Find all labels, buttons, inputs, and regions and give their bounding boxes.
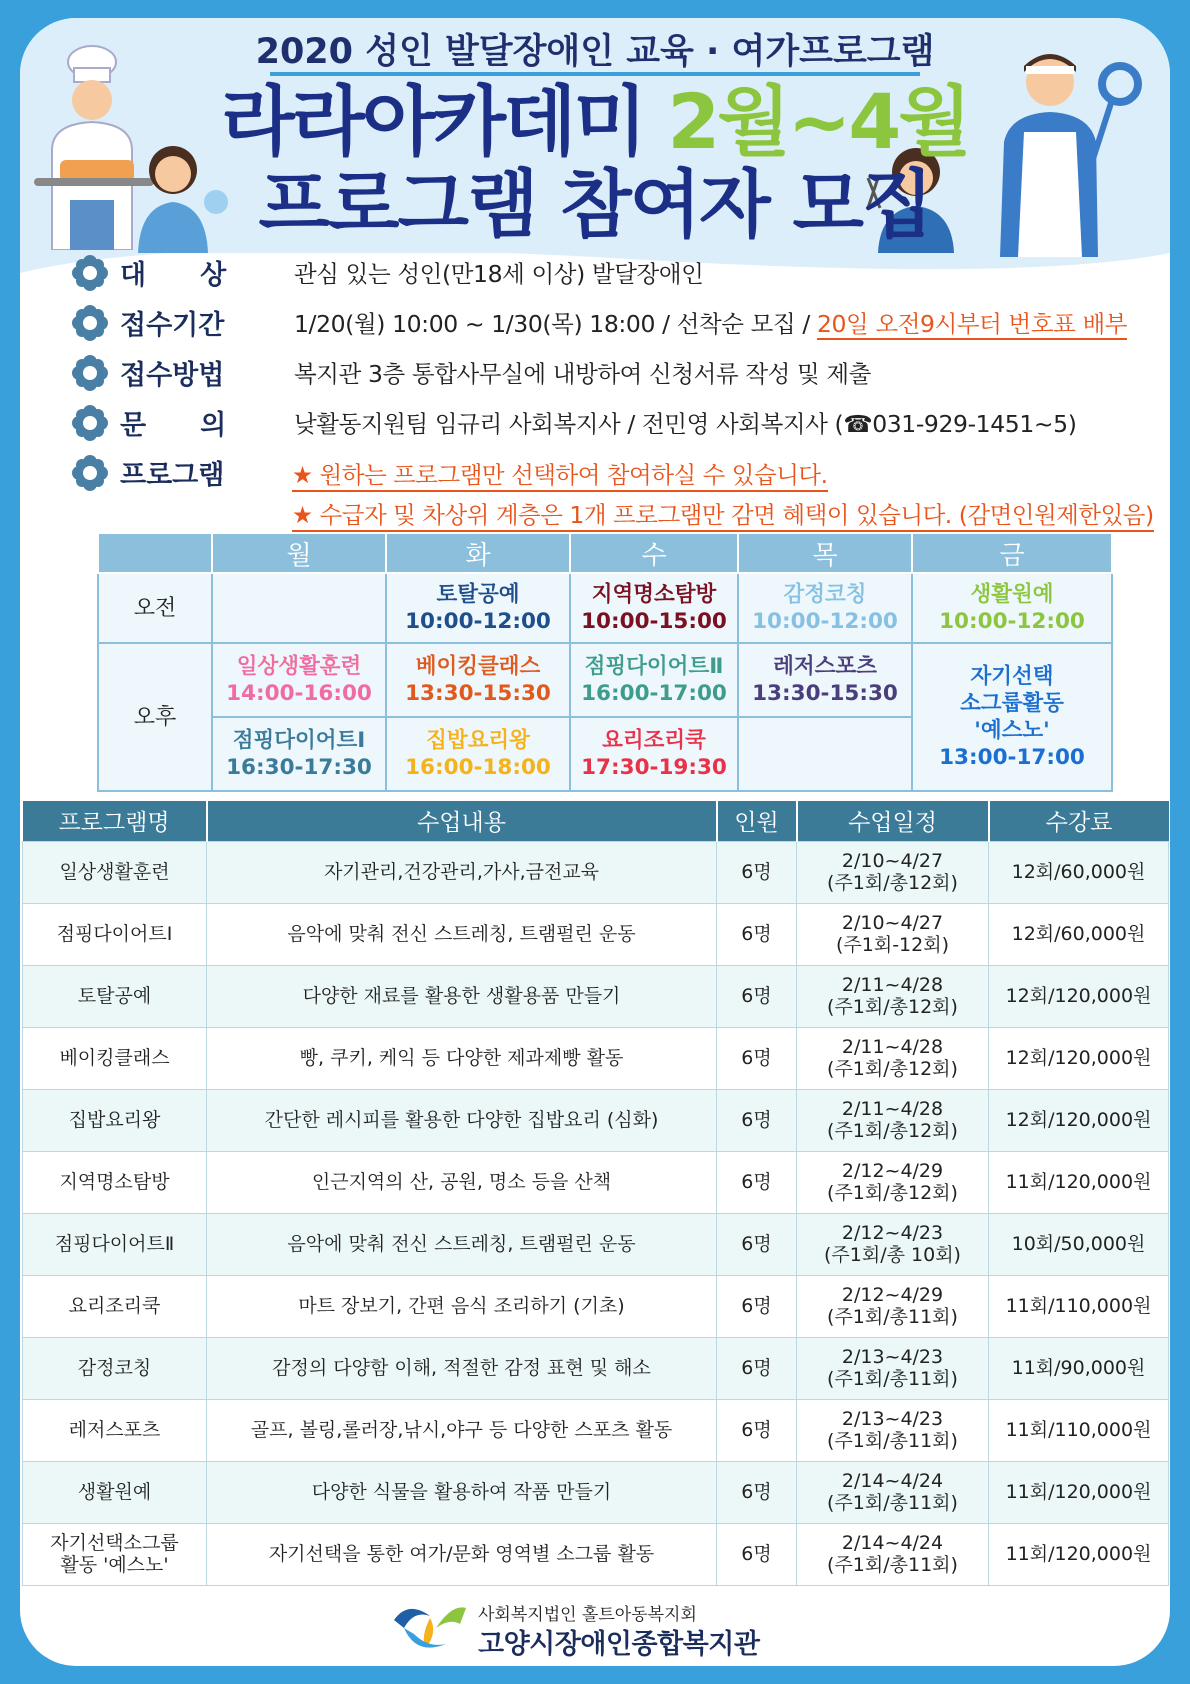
class-name: 베이킹클래스 <box>415 654 541 679</box>
program-people-text: 6명 <box>741 1171 772 1193</box>
program-date-text: 2/14~4/24 <box>841 1532 944 1554</box>
program-name-text: 점핑다이어트Ⅱ <box>54 1233 175 1255</box>
program-people-cell <box>717 1089 797 1151</box>
schedule-cell <box>570 573 738 643</box>
class-time: 16:00-18:00 <box>405 755 551 780</box>
program-people-cell <box>717 965 797 1027</box>
flower-bullet-icon <box>72 455 108 491</box>
day-header: 목 <box>738 533 912 573</box>
title-main: 라라아카데미 <box>221 77 644 166</box>
schedule-header-row <box>98 533 1112 573</box>
class-name: 자기선택 <box>970 664 1054 689</box>
program-fee-cell <box>989 1275 1169 1337</box>
program-name-text: 지역명소탐방 <box>59 1171 170 1193</box>
program-date-text: (주1회/총11회) <box>827 1554 958 1576</box>
class-name: 집밥요리왕 <box>426 728 530 753</box>
program-name-cell <box>23 903 207 965</box>
program-name-cell <box>23 1461 207 1523</box>
info-label: 대 상 <box>120 260 227 291</box>
header-title <box>20 77 1170 166</box>
program-note-1: ★ 원하는 프로그램만 선택하여 참여하실 수 있습니다. <box>292 456 828 492</box>
column-header: 수업일정 <box>797 801 989 841</box>
info-label: 접수기간 <box>120 310 225 341</box>
flower-bullet-icon <box>72 255 108 291</box>
program-name-cell <box>23 1213 207 1275</box>
program-content-text: 감정의 다양함 이해, 적절한 감정 표현 및 해소 <box>272 1357 651 1379</box>
program-name-text: 생활원예 <box>77 1481 152 1503</box>
program-name-cell <box>23 1151 207 1213</box>
program-people-cell <box>717 841 797 903</box>
column-header: 프로그램명 <box>23 801 207 841</box>
program-name-text: 점핑다이어트Ⅰ <box>56 923 173 945</box>
program-people-text: 6명 <box>741 1233 772 1255</box>
schedule-cell <box>912 573 1112 643</box>
program-content-text: 마트 장보기, 간편 음식 조리하기 (기초) <box>298 1295 625 1317</box>
program-date-text: 2/13~4/23 <box>841 1408 944 1430</box>
pm-label: 오후 <box>98 643 212 791</box>
program-date-text: 2/10~4/27 <box>841 912 944 934</box>
program-date-cell <box>797 1089 989 1151</box>
program-header-row <box>23 801 1169 841</box>
class-time: 10:00-12:00 <box>405 609 551 634</box>
program-content-text: 음악에 맞춰 전신 스트레칭, 트램펄린 운동 <box>287 1233 636 1255</box>
header-title-line2: 프로그램 참여자 모집 <box>258 162 932 248</box>
program-fee-text: 11회/120,000원 <box>1005 1481 1152 1503</box>
class-time: 13:30-15:30 <box>405 681 551 706</box>
poster-card <box>20 18 1170 1666</box>
flower-bullet-icon <box>72 405 108 441</box>
program-people-text: 6명 <box>741 1543 772 1565</box>
program-name-text: 집밥요리왕 <box>68 1109 161 1131</box>
program-fee-cell <box>989 841 1169 903</box>
program-content-text: 음악에 맞춰 전신 스트레칭, 트램펄린 운동 <box>287 923 636 945</box>
schedule-cell <box>570 717 738 791</box>
program-content-cell <box>207 1089 717 1151</box>
program-date-text: 2/12~4/23 <box>841 1222 944 1244</box>
program-people-cell <box>717 1275 797 1337</box>
program-fee-cell <box>989 1461 1169 1523</box>
program-fee-cell <box>989 1213 1169 1275</box>
program-fee-text: 11회/110,000원 <box>1005 1295 1152 1317</box>
day-header: 월 <box>212 533 386 573</box>
program-content-cell <box>207 1275 717 1337</box>
schedule-cell-empty <box>212 573 386 643</box>
program-people-text: 6명 <box>741 1047 772 1069</box>
program-date-cell <box>797 841 989 903</box>
org-name: 고양시장애인종합복지관 <box>478 1629 760 1660</box>
program-name-text: 자기선택소그룹 활동 '예스노' <box>50 1532 179 1576</box>
program-date-cell <box>797 1399 989 1461</box>
program-content-text: 빵, 쿠키, 케익 등 다양한 제과제빵 활동 <box>299 1047 624 1069</box>
program-people-text: 6명 <box>741 923 772 945</box>
program-content-cell <box>207 841 717 903</box>
table-row <box>23 1089 1169 1151</box>
program-people-text: 6명 <box>741 861 772 883</box>
class-time: 10:00-12:00 <box>939 609 1085 634</box>
table-row <box>23 1213 1169 1275</box>
class-time: 10:00-15:00 <box>581 609 727 634</box>
program-name-cell <box>23 1089 207 1151</box>
program-fee-cell <box>989 1151 1169 1213</box>
program-name-text: 토탈공예 <box>77 985 152 1007</box>
table-row <box>23 1027 1169 1089</box>
program-content-text: 자기관리,건강관리,가사,금전교육 <box>323 861 600 883</box>
table-row <box>23 1337 1169 1399</box>
organization-logo-icon <box>390 1598 470 1656</box>
schedule-cell <box>212 643 386 717</box>
program-date-cell <box>797 1213 989 1275</box>
class-time: 13:00-17:00 <box>939 745 1085 770</box>
program-people-text: 6명 <box>741 1109 772 1131</box>
class-name: '예스노' <box>974 718 1050 743</box>
program-date-cell <box>797 1151 989 1213</box>
program-content-cell <box>207 1213 717 1275</box>
schedule-cell <box>570 643 738 717</box>
program-people-text: 6명 <box>741 1481 772 1503</box>
program-date-text: 2/11~4/28 <box>841 1098 944 1120</box>
program-content-text: 다양한 식물을 활용하여 작품 만들기 <box>311 1481 612 1503</box>
program-fee-cell <box>989 1523 1169 1585</box>
program-content-text: 인근지역의 산, 공원, 명소 등을 산책 <box>311 1171 612 1193</box>
program-date-text: 2/11~4/28 <box>841 1036 944 1058</box>
program-people-cell <box>717 1523 797 1585</box>
day-header: 금 <box>912 533 1112 573</box>
program-fee-cell <box>989 1027 1169 1089</box>
class-time: 16:00-17:00 <box>581 681 727 706</box>
program-content-cell <box>207 1523 717 1585</box>
info-label: 프로그램 <box>120 460 225 491</box>
class-name: 생활원예 <box>970 582 1054 607</box>
class-time: 16:30-17:30 <box>226 755 372 780</box>
program-name-cell <box>23 841 207 903</box>
flower-bullet-icon <box>72 355 108 391</box>
class-name: 지역명소탐방 <box>591 582 717 607</box>
info-row-period <box>72 301 1170 345</box>
schedule-cell <box>212 717 386 791</box>
program-content-cell <box>207 1461 717 1523</box>
info-label: 접수방법 <box>120 360 225 391</box>
schedule-pm-row-1 <box>98 643 1112 717</box>
program-name-cell <box>23 1337 207 1399</box>
class-name: 토탈공예 <box>436 582 520 607</box>
program-name-text: 일상생활훈련 <box>59 861 170 883</box>
program-date-text: (주1회/총12회) <box>827 1120 958 1142</box>
weekly-schedule-table <box>97 532 1113 792</box>
program-fee-text: 11회/90,000원 <box>1011 1357 1146 1379</box>
schedule-cell <box>386 573 570 643</box>
program-date-text: (주1회-12회) <box>835 934 949 956</box>
program-date-text: 2/10~4/27 <box>841 850 944 872</box>
program-name-cell <box>23 1027 207 1089</box>
class-name: 소그룹활동 <box>960 691 1064 716</box>
program-date-cell <box>797 1275 989 1337</box>
program-people-cell <box>717 1027 797 1089</box>
program-content-cell <box>207 1399 717 1461</box>
info-value: 낮활동지원팀 임규리 사회복지사 / 전민영 사회복지사 (☎031-929-1451~5) <box>294 410 1077 438</box>
program-fee-cell <box>989 1337 1169 1399</box>
class-time: 17:30-19:30 <box>581 755 727 780</box>
program-date-cell <box>797 965 989 1027</box>
schedule-cell-empty <box>738 717 912 791</box>
table-row <box>23 965 1169 1027</box>
program-people-cell <box>717 1151 797 1213</box>
program-name-cell <box>23 1523 207 1585</box>
class-name: 요리조리쿡 <box>602 728 706 753</box>
program-fee-text: 10회/50,000원 <box>1011 1233 1146 1255</box>
program-name-cell <box>23 1275 207 1337</box>
program-date-text: (주1회/총 10회) <box>824 1244 961 1266</box>
table-row <box>23 903 1169 965</box>
program-date-text: (주1회/총11회) <box>827 1368 958 1390</box>
program-people-text: 6명 <box>741 1357 772 1379</box>
program-fee-text: 12회/120,000원 <box>1005 1047 1152 1069</box>
info-value-text: 1/20(월) 10:00 ~ 1/30(목) 18:00 / 선착순 모집 / <box>294 310 817 338</box>
program-people-text: 6명 <box>741 1295 772 1317</box>
program-people-text: 6명 <box>741 1419 772 1441</box>
schedule-corner <box>98 533 212 573</box>
program-name-text: 감정코칭 <box>77 1357 152 1379</box>
program-date-text: 2/12~4/29 <box>841 1284 944 1306</box>
program-fee-text: 11회/120,000원 <box>1005 1171 1152 1193</box>
program-name-text: 요리조리쿡 <box>68 1295 161 1317</box>
schedule-am-row <box>98 573 1112 643</box>
program-date-text: (주1회/총12회) <box>827 1182 958 1204</box>
table-row <box>23 1399 1169 1461</box>
flower-bullet-icon <box>72 305 108 341</box>
program-date-text: (주1회/총11회) <box>827 1492 958 1514</box>
program-table-body <box>23 841 1169 1585</box>
program-content-cell <box>207 1027 717 1089</box>
class-name: 일상생활훈련 <box>236 654 362 679</box>
program-fee-text: 11회/110,000원 <box>1005 1419 1152 1441</box>
program-date-text: (주1회/총12회) <box>827 996 958 1018</box>
schedule-cell <box>738 573 912 643</box>
program-content-text: 다양한 재료를 활용한 생활용품 만들기 <box>302 985 621 1007</box>
table-row <box>23 1151 1169 1213</box>
program-name-cell <box>23 965 207 1027</box>
program-people-cell <box>717 1461 797 1523</box>
program-fee-text: 12회/60,000원 <box>1011 861 1146 883</box>
day-header: 수 <box>570 533 738 573</box>
class-name: 점핑다이어트Ⅱ <box>584 654 724 679</box>
program-date-text: (주1회/총11회) <box>827 1306 958 1328</box>
header-subtitle: 2020 성인 발달장애인 교육 · 여가프로그램 <box>255 32 935 72</box>
program-date-text: 2/12~4/29 <box>841 1160 944 1182</box>
program-content-cell <box>207 1337 717 1399</box>
program-fee-text: 12회/120,000원 <box>1005 985 1152 1007</box>
column-header: 수강료 <box>989 801 1169 841</box>
program-date-text: (주1회/총11회) <box>827 1430 958 1452</box>
schedule-cell <box>386 717 570 791</box>
schedule-cell <box>912 643 1112 791</box>
schedule-cell <box>738 643 912 717</box>
program-people-cell <box>717 903 797 965</box>
class-name: 레저스포츠 <box>773 654 877 679</box>
program-fee-text: 12회/120,000원 <box>1005 1109 1152 1131</box>
program-date-cell <box>797 1027 989 1089</box>
info-label: 문 의 <box>120 410 227 441</box>
table-row <box>23 841 1169 903</box>
class-time: 13:30-15:30 <box>752 681 898 706</box>
column-header: 인원 <box>717 801 797 841</box>
column-header: 수업내용 <box>207 801 717 841</box>
title-period: 2월~4월 <box>667 77 969 166</box>
program-content-cell <box>207 903 717 965</box>
program-date-cell <box>797 1461 989 1523</box>
program-content-cell <box>207 1151 717 1213</box>
subtitle-underline <box>270 72 920 76</box>
info-row-target <box>72 251 1170 295</box>
program-date-text: 2/11~4/28 <box>841 974 944 996</box>
table-row <box>23 1523 1169 1585</box>
program-date-cell <box>797 1523 989 1585</box>
program-content-cell <box>207 965 717 1027</box>
class-time: 10:00-12:00 <box>752 609 898 634</box>
program-date-cell <box>797 903 989 965</box>
program-fee-cell <box>989 1089 1169 1151</box>
am-label: 오전 <box>98 573 212 643</box>
table-row <box>23 1461 1169 1523</box>
program-name-text: 레저스포츠 <box>68 1419 161 1441</box>
info-value: 관심 있는 성인(만18세 이상) 발달장애인 <box>294 260 704 288</box>
program-fee-text: 11회/120,000원 <box>1005 1543 1152 1565</box>
program-fee-cell <box>989 1399 1169 1461</box>
table-row <box>23 1275 1169 1337</box>
program-people-cell <box>717 1213 797 1275</box>
program-table <box>22 801 1169 1586</box>
program-content-text: 골프, 볼링,롤러장,낚시,야구 등 다양한 스포츠 활동 <box>250 1419 673 1441</box>
program-name-cell <box>23 1399 207 1461</box>
program-people-cell <box>717 1337 797 1399</box>
day-header: 화 <box>386 533 570 573</box>
program-date-text: 2/13~4/23 <box>841 1346 944 1368</box>
program-date-cell <box>797 1337 989 1399</box>
class-time: 14:00-16:00 <box>226 681 372 706</box>
footer <box>390 1598 810 1658</box>
program-people-cell <box>717 1399 797 1461</box>
program-fee-text: 12회/60,000원 <box>1011 923 1146 945</box>
program-date-text: (주1회/총12회) <box>827 872 958 894</box>
program-people-text: 6명 <box>741 985 772 1007</box>
program-content-text: 간단한 레시피를 활용한 다양한 집밥요리 (심화) <box>264 1109 659 1131</box>
program-fee-cell <box>989 903 1169 965</box>
info-row-method <box>72 351 1170 395</box>
info-row-contact <box>72 401 1170 445</box>
info-value: 복지관 3층 통합사무실에 내방하여 신청서류 작성 및 제출 <box>294 360 871 388</box>
program-date-text: 2/14~4/24 <box>841 1470 944 1492</box>
class-name: 감정코칭 <box>783 582 867 607</box>
org-parent: 사회복지법인 홀트아동복지회 <box>478 1605 697 1625</box>
info-highlight: 20일 오전9시부터 번호표 배부 <box>816 310 1128 338</box>
schedule-cell <box>386 643 570 717</box>
info-value <box>294 305 1127 339</box>
program-fee-cell <box>989 965 1169 1027</box>
program-date-text: (주1회/총12회) <box>827 1058 958 1080</box>
program-content-text: 자기선택을 통한 여가/문화 영역별 소그룹 활동 <box>268 1543 655 1565</box>
program-note-2: ★ 수급자 및 차상위 계층은 1개 프로그램만 감면 혜택이 있습니다. (감면인원제한있음) <box>292 496 1154 532</box>
class-name: 점핑다이어트Ⅰ <box>232 728 366 753</box>
program-name-text: 베이킹클래스 <box>59 1047 170 1069</box>
